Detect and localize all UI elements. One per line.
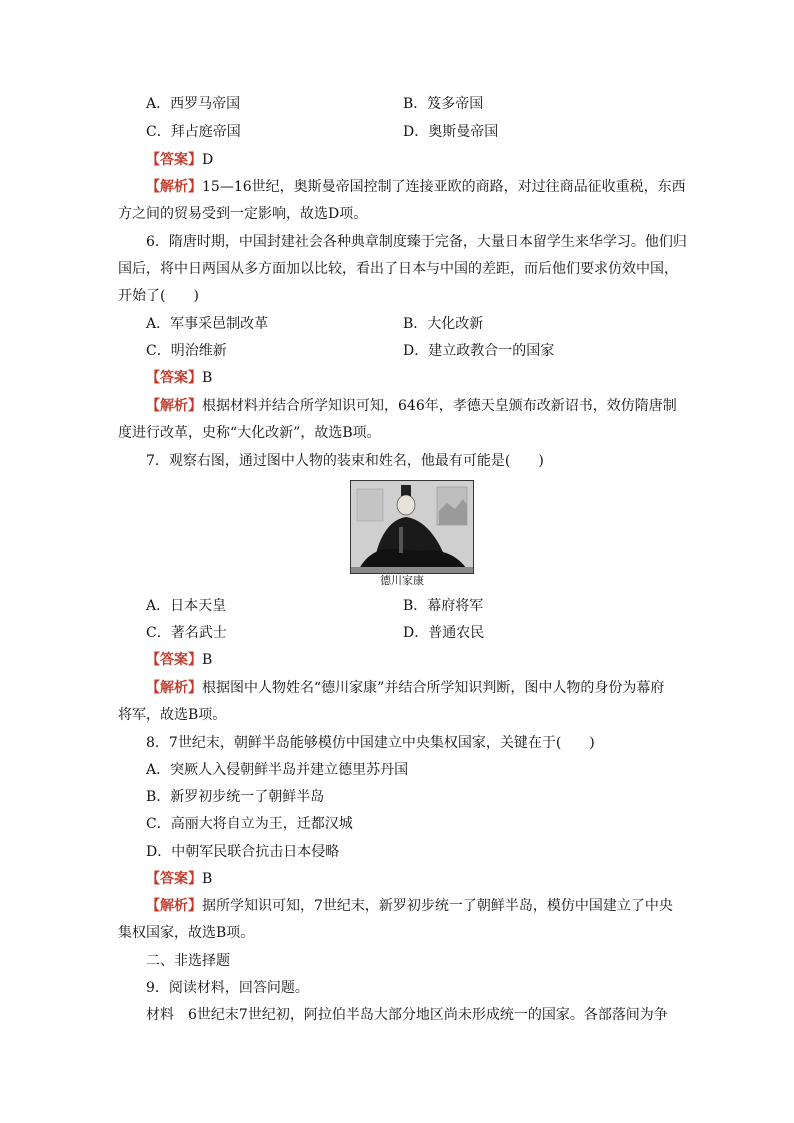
analysis-tag: 【解析】	[146, 179, 202, 195]
q8-option-d: D．中朝军民联合抗击日本侵略	[146, 844, 340, 860]
answer-tag: 【答案】	[146, 652, 202, 668]
q9-material: 材料 6世纪末7世纪初，阿拉伯半岛大部分地区尚未形成统一的国家。各部落间为争	[146, 1007, 668, 1023]
q6-option-c: C．明治维新	[146, 343, 227, 359]
analysis-tag: 【解析】	[146, 898, 202, 914]
q7-stem: 7．观察右图，通过图中人物的装束和姓名，他最有可能是( )	[146, 453, 544, 469]
q7-option-d: D．普通农民	[403, 625, 485, 641]
answer-tag: 【答案】	[146, 370, 202, 386]
q6-stem-line-3: 开始了( )	[118, 288, 199, 304]
q7-answer-line	[146, 650, 706, 670]
q7-analysis-line-1	[146, 678, 706, 698]
answer-tag: 【答案】	[146, 871, 202, 887]
analysis-tag: 【解析】	[146, 398, 202, 414]
q5-option-b: B．笈多帝国	[403, 96, 484, 112]
q7-option-b: B．幕府将军	[403, 598, 484, 614]
q7-option-a: A．日本天皇	[146, 598, 227, 614]
section-title: 二、非选择题	[146, 953, 230, 969]
q5-answer-line	[146, 150, 706, 170]
q6-analysis-line-1	[146, 396, 706, 416]
analysis-text: 据所学知识可知，7世纪末，新罗初步统一了朝鲜半岛，模仿中国建立了中央	[202, 898, 673, 914]
q7-option-c: C．著名武士	[146, 625, 227, 641]
q8-stem: 8．7世纪末，朝鲜半岛能够模仿中国建立中央集权国家，关键在于( )	[146, 735, 595, 751]
q5-option-c: C．拜占庭帝国	[146, 124, 241, 140]
q8-analysis-line-1	[146, 896, 706, 916]
q9-stem: 9．阅读材料，回答问题。	[146, 980, 309, 996]
analysis-text: 根据材料并结合所学知识可知，646年，孝德天皇颁布改新诏书，效仿隋唐制	[202, 398, 677, 414]
answer-value: B	[202, 871, 213, 887]
q8-answer-line	[146, 869, 706, 889]
q8-option-a: A．突厥人入侵朝鲜半岛并建立德里苏丹国	[146, 762, 409, 778]
q5-option-d: D．奥斯曼帝国	[403, 124, 499, 140]
answer-value: D	[202, 152, 214, 168]
q5-analysis-line-2: 方之间的贸易受到一定影响，故选D项。	[118, 206, 368, 222]
answer-tag: 【答案】	[146, 152, 202, 168]
answer-value: B	[202, 370, 213, 386]
q6-stem-line-2: 国后，将中日两国从多方面加以比较，看出了日本与中国的差距，而后他们要求仿效中国，	[118, 261, 678, 277]
q8-analysis-line-2: 集权国家，故选B项。	[118, 925, 255, 941]
analysis-text: 15—16世纪，奥斯曼帝国控制了连接亚欧的商路，对过往商品征收重税，东西	[202, 179, 686, 195]
q5-analysis-line-1	[146, 177, 706, 197]
q5-option-a: A．西罗马帝国	[146, 96, 241, 112]
q6-stem-line-1: 6．隋唐时期，中国封建社会各种典章制度臻于完备，大量日本留学生来华学习。他们归	[146, 234, 687, 250]
portrait-illustration	[351, 481, 473, 573]
q6-answer-line	[146, 368, 706, 388]
analysis-tag: 【解析】	[146, 680, 202, 696]
q8-option-b: B．新罗初步统一了朝鲜半岛	[146, 789, 325, 805]
q6-option-d: D．建立政教合一的国家	[403, 343, 555, 359]
q6-analysis-line-2: 度进行改革，史称“大化改新”，故选B项。	[118, 425, 381, 441]
q6-option-b: B．大化改新	[403, 316, 484, 332]
analysis-text: 根据图中人物姓名“德川家康”并结合所学知识判断，图中人物的身份为幕府	[202, 680, 665, 696]
answer-value: B	[202, 652, 213, 668]
portrait-figure	[350, 480, 474, 574]
q8-option-c: C．高丽大将自立为王，迁都汉城	[146, 816, 353, 832]
q6-option-a: A．军事采邑制改革	[146, 316, 269, 332]
q7-analysis-line-2: 将军，故选B项。	[118, 707, 227, 723]
figure-caption: 德川家康	[380, 574, 424, 587]
